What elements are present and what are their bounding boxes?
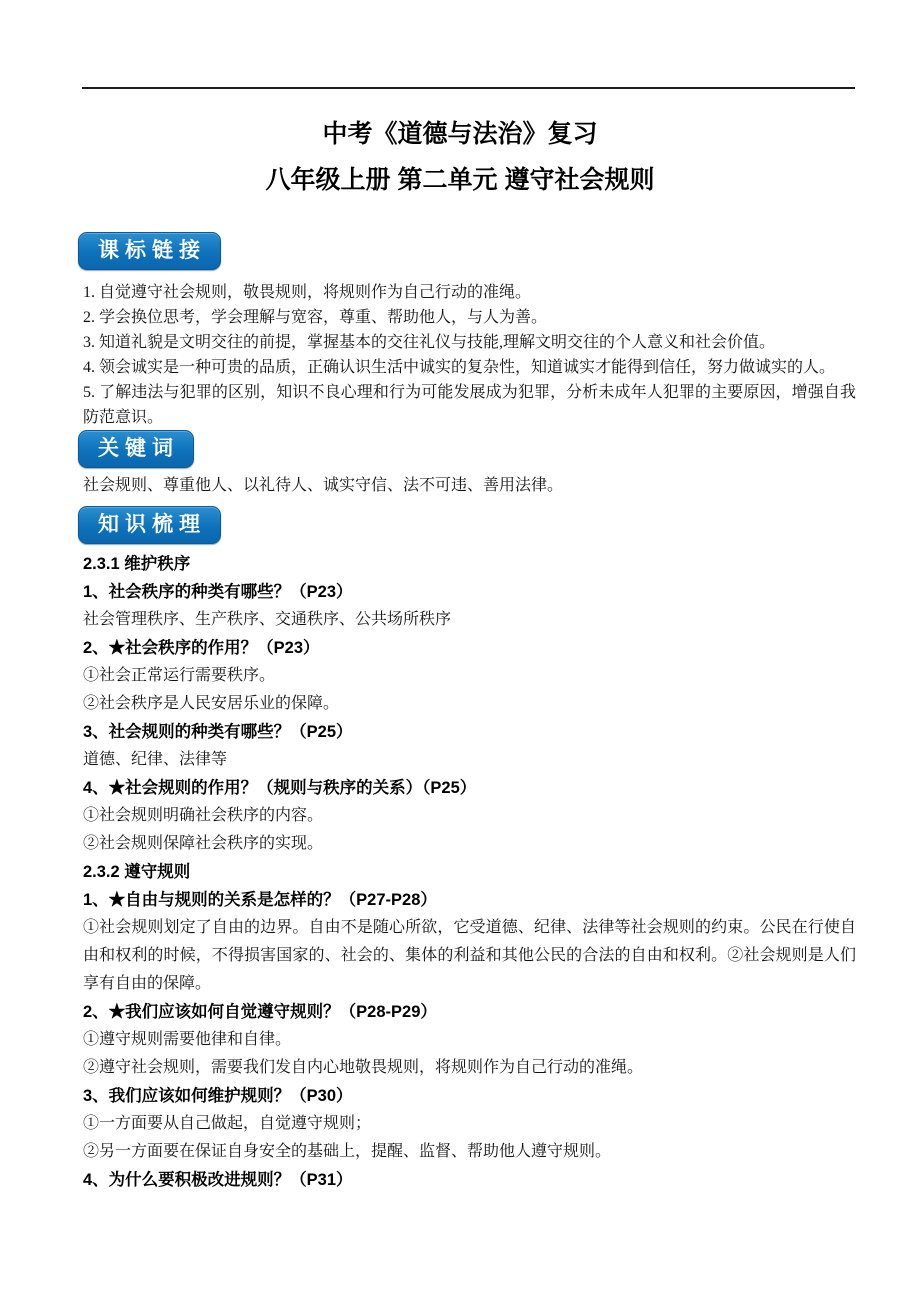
section-badge-curriculum: 课标链接 (78, 232, 221, 270)
knowledge-question: 4、为什么要积极改进规则？（P31） (83, 1171, 353, 1189)
knowledge-answer: ②社会规则保障社会秩序的实现。 (83, 835, 324, 852)
knowledge-answer: ①一方面要从自己做起，自觉遵守规则； (83, 1115, 372, 1132)
curriculum-item: 5. 了解违法与犯罪的区别，知识不良心理和行为可能发展成为犯罪，分析未成年人犯罪的主要原因，增强自我防范意识。 (83, 384, 856, 426)
knowledge-question: 2、★社会秩序的作用？（P23） (83, 639, 320, 657)
knowledge-question: 2、★我们应该如何自觉遵守规则？（P28-P29） (83, 1003, 437, 1021)
knowledge-answer: ①社会规则明确社会秩序的内容。 (83, 807, 324, 824)
knowledge-answer: ②社会秩序是人民安居乐业的保障。 (83, 695, 340, 712)
knowledge-answer: ①社会正常运行需要秩序。 (83, 667, 276, 684)
knowledge-subsection: 2.3.2 遵守规则 (83, 863, 191, 881)
knowledge-answer: 社会管理秩序、生产秩序、交通秩序、公共场所秩序 (83, 611, 452, 628)
curriculum-item: 2. 学会换位思考，学会理解与宽容，尊重、帮助他人，与人为善。 (83, 309, 548, 326)
curriculum-item: 3. 知道礼貌是文明交往的前提，掌握基本的交往礼仪与技能,理解文明交往的个人意义和社会价值。 (83, 334, 776, 351)
knowledge-question: 4、★社会规则的作用？（规则与秩序的关系）（P25） (83, 779, 477, 797)
header-rule (82, 0, 855, 89)
document-title-line2: 八年级上册 第二单元 遵守社会规则 (265, 166, 655, 194)
knowledge-section (83, 550, 856, 1194)
knowledge-question: 1、社会秩序的种类有哪些？（P23） (83, 583, 353, 601)
knowledge-question: 1、★自由与规则的关系是怎样的？（P27-P28） (83, 891, 437, 909)
section-badge-keywords: 关键词 (78, 430, 194, 468)
keywords-text: 社会规则、尊重他人、以礼待人、诚实守信、法不可违、善用法律。 (83, 477, 564, 494)
curriculum-item: 1. 自觉遵守社会规则，敬畏规则，将规则作为自己行动的准绳。 (83, 284, 532, 301)
document-title-line1: 中考《道德与法治》复习 (322, 120, 598, 148)
knowledge-answer: 道德、纪律、法律等 (83, 751, 228, 768)
section-badge-knowledge: 知识梳理 (78, 506, 221, 544)
curriculum-section (83, 280, 856, 430)
knowledge-answer: ①遵守规则需要他律和自律。 (83, 1031, 292, 1048)
knowledge-answer: ②遵守社会规则，需要我们发自内心地敬畏规则，将规则作为自己行动的准绳。 (83, 1059, 644, 1076)
knowledge-answer: ①社会规则划定了自由的边界。自由不是随心所欲，它受道德、纪律、法律等社会规则的约束。公民在行使自由和权利的时候，不得损害国家的、社会的、集体的利益和其他公民的合法的自由和权利。②社会规则是人们享有自由的保障。 (83, 919, 856, 992)
knowledge-subsection: 2.3.1 维护秩序 (83, 555, 191, 573)
knowledge-answer: ②另一方面要在保证自身安全的基础上，提醒、监督、帮助他人遵守规则。 (83, 1143, 612, 1160)
knowledge-question: 3、我们应该如何维护规则？（P30） (83, 1087, 353, 1105)
curriculum-item: 4. 领会诚实是一种可贵的品质，正确认识生活中诚实的复杂性，知道诚实才能得到信任，努力做诚实的人。 (83, 359, 836, 376)
knowledge-question: 3、社会规则的种类有哪些？（P25） (83, 723, 353, 741)
